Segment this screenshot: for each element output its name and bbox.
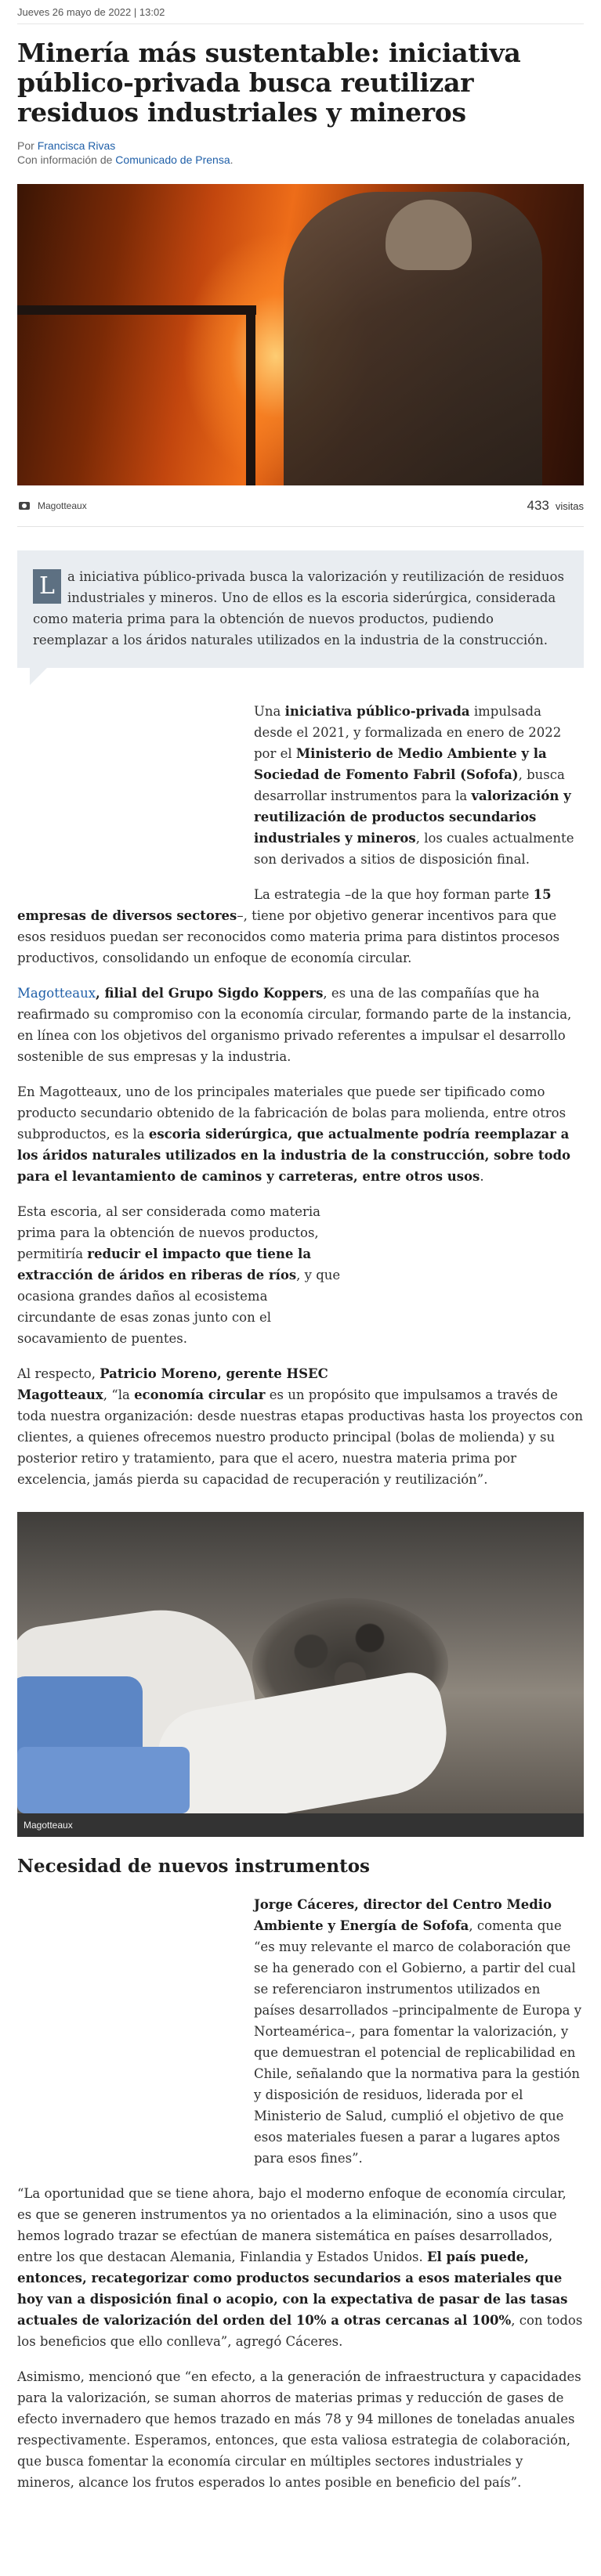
right-column-spacer — [349, 1201, 584, 1373]
drop-cap: L — [33, 569, 61, 604]
text-run: , busca desarrollar instrumentos para la — [254, 767, 565, 803]
steel-pipe-vertical — [246, 305, 255, 485]
paragraph — [17, 983, 584, 1067]
text-run: . — [480, 1169, 484, 1184]
source-suffix: . — [230, 153, 234, 166]
paragraph — [17, 1363, 584, 1490]
text-run: , y que ocasiona grandes daños al ecosistema circundante de esas zonas junto con el socavamiento de puentes. — [17, 1268, 341, 1346]
bold-text: Jorge Cáceres, director del Centro Medio Ambiente y Energía de Sofofa — [254, 1897, 552, 1933]
source-line — [17, 153, 584, 167]
text-run: Una — [254, 704, 285, 719]
source-prefix: Con información de — [17, 153, 116, 166]
bold-text: economía circular — [134, 1387, 266, 1402]
text-run: La estrategia –de la que hoy forman parte — [254, 887, 534, 902]
text-run: impulsada desde el 2021, y formalizada en enero de 2022 por el — [254, 704, 562, 761]
bold-text: escoria siderúrgica, que actualmente podría reemplazar a los áridos naturales utilizados en la industria de la construcción, sobre todo para el levantamiento de caminos y carreteras, entre otros usos — [17, 1127, 571, 1184]
visit-count: 433 — [527, 498, 549, 513]
article-headline: Minería más sustentable: iniciativa público-privada busca reutilizar residuos industriales y mineros — [17, 38, 521, 128]
text-run: En Magotteaux, uno de los principales materiales que puede ser tipificado como producto secundario obtenido de la fabricación de bolas para molienda, entre otros subproductos, es la — [17, 1084, 567, 1142]
bold-text: , filial del Grupo Sigdo Koppers — [96, 986, 324, 1001]
bold-text: valorización y reutilización de productos secundarios industriales y mineros — [254, 788, 571, 846]
byline-prefix: Por — [17, 139, 38, 152]
author-link[interactable]: Francisca Rivas — [37, 139, 116, 152]
camera-icon — [19, 502, 30, 510]
photo-caption: Magotteaux — [17, 1813, 584, 1837]
hero-image — [17, 184, 584, 485]
text-run: , con todos los beneficios que ello conlleva”, agregó Cáceres. — [17, 2313, 583, 2349]
text-run: , comenta que “es muy relevante el marco de colaboración que se ha generado con el Gobierno, a partir del cual se referenciaron instrumentos utilizados en países desarrollados –principalmente de Europa y Norteamérica–, para fomentar la valorización, y que demuestran el potencial de replicabilidad en Chile, señalando que la normativa para la gestión y disposición de residuos, liderada por el Ministerio de Salud, cumplió el objetivo de que esos materiales fuesen a parar a lugares aptos para esos fines”. — [254, 1918, 582, 2166]
text-run: –, tiene por objetivo generar incentivos para que esos residuos puedan ser reconocidos como materia prima para distintos procesos productivos, consolidando un enfoque de economía circular. — [17, 908, 560, 965]
bold-text: Patricio Moreno, gerente HSEC Magotteaux — [17, 1366, 328, 1402]
gloves-slag-photo — [17, 1512, 584, 1813]
bold-text: iniciativa público-privada — [284, 704, 470, 719]
paragraph — [17, 884, 584, 969]
hero-caption-row — [17, 485, 584, 527]
paragraph — [17, 2366, 584, 2493]
lead-summary — [17, 550, 584, 668]
text-run: , los cuales actualmente son derivados a sitios de disposición final. — [254, 831, 574, 867]
left-column-spacer — [17, 701, 254, 891]
article-body-continued — [17, 1894, 584, 2493]
text-run: Al respecto, — [17, 1366, 100, 1381]
text-run: , “la — [103, 1387, 135, 1402]
byline — [17, 139, 584, 153]
left-column-spacer — [17, 1894, 254, 2155]
bold-text: reducir el impacto que tiene la extracción de áridos en riberas de ríos — [17, 1247, 312, 1283]
text-run: “La oportunidad que se tiene ahora, bajo el moderno enfoque de economía circular, es que se generen instrumentos ya no orientados a la eliminación, sino a usos que hemos logrado trazar se efectúan de manera sistemática en países desarrollados, entre los que destacan Alemania, Finlandia y Estados Unidos. — [17, 2186, 567, 2264]
blue-sleeve-lower — [17, 1747, 190, 1813]
magotteaux-link[interactable]: Magotteaux — [17, 986, 96, 1001]
visit-counter — [527, 498, 585, 514]
paragraph — [17, 1081, 584, 1187]
bold-text: Ministerio de Medio Ambiente y la Sociedad de Fomento Fabril (Sofofa) — [254, 746, 547, 782]
visit-label: visitas — [555, 500, 584, 512]
text-run: es un propósito que impulsamos a través de toda nuestra organización: desde nuestras etapas productivas hasta los proyectos con clientes, a quienes ofrecemos nuestro producto principal (bolas de molienda) y su posterior retiro y tratamiento, para que el acero, nuestra materia prima por excelencia, jamás pierda su capacidad de recuperación y reutilización”. — [17, 1387, 584, 1487]
text-run: Esta escoria, al ser considerada como materia prima para la obtención de nuevos productos, permitiría — [17, 1204, 320, 1261]
section-heading: Necesidad de nuevos instrumentos — [17, 1856, 370, 1877]
text-run: , es una de las compañías que ha reafirmado su compromiso con la economía circular, formando parte de la instancia, en línea con los objetivos del organismo privado referentes a impulsar el desarrollo sostenible de sus empresas y la industria. — [17, 986, 572, 1064]
press-release-link[interactable]: Comunicado de Prensa — [115, 153, 230, 166]
bold-text: 15 empresas de diversos sectores — [17, 887, 552, 923]
article-body — [17, 701, 584, 1504]
lead-text: a iniciativa público-privada busca la valorización y reutilización de residuos industriales y mineros. Uno de ellos es la escoria siderúrgica, considerada como materia prima para la obtención de nuevos productos, pudiendo reemplazar a los áridos naturales utilizados en la industria de la construcción. — [33, 569, 564, 648]
bold-text: El país puede, entonces, recategorizar como productos secundarios a esos materiales que hoy van a disposición final o acopio, con la expectativa de pasar de las tasas actuales de valorización del orden del 10% a otras cercanas al 100% — [17, 2249, 568, 2328]
article-dateline: Jueves 26 mayo de 2022 | 13:02 — [17, 0, 584, 24]
text-run: Asimismo, mencionó que “en efecto, a la generación de infraestructura y capacidades para la valorización, se suman ahorros de materias primas y reducción de gases de efecto invernadero que hemos trazado en más 78 y 94 millones de toneladas anuales respectivamente. Esperamos, entonces, que esta valiosa estrategia de colaboración, que busca fomentar la economía circular en múltiples sectores industriales y mineros, alcance los frutos esperados lo antes posible en beneficio del país”. — [17, 2369, 581, 2490]
hero-photo-credit: Magotteaux — [38, 500, 87, 511]
paragraph — [17, 2183, 584, 2352]
steel-pipe — [17, 305, 256, 315]
